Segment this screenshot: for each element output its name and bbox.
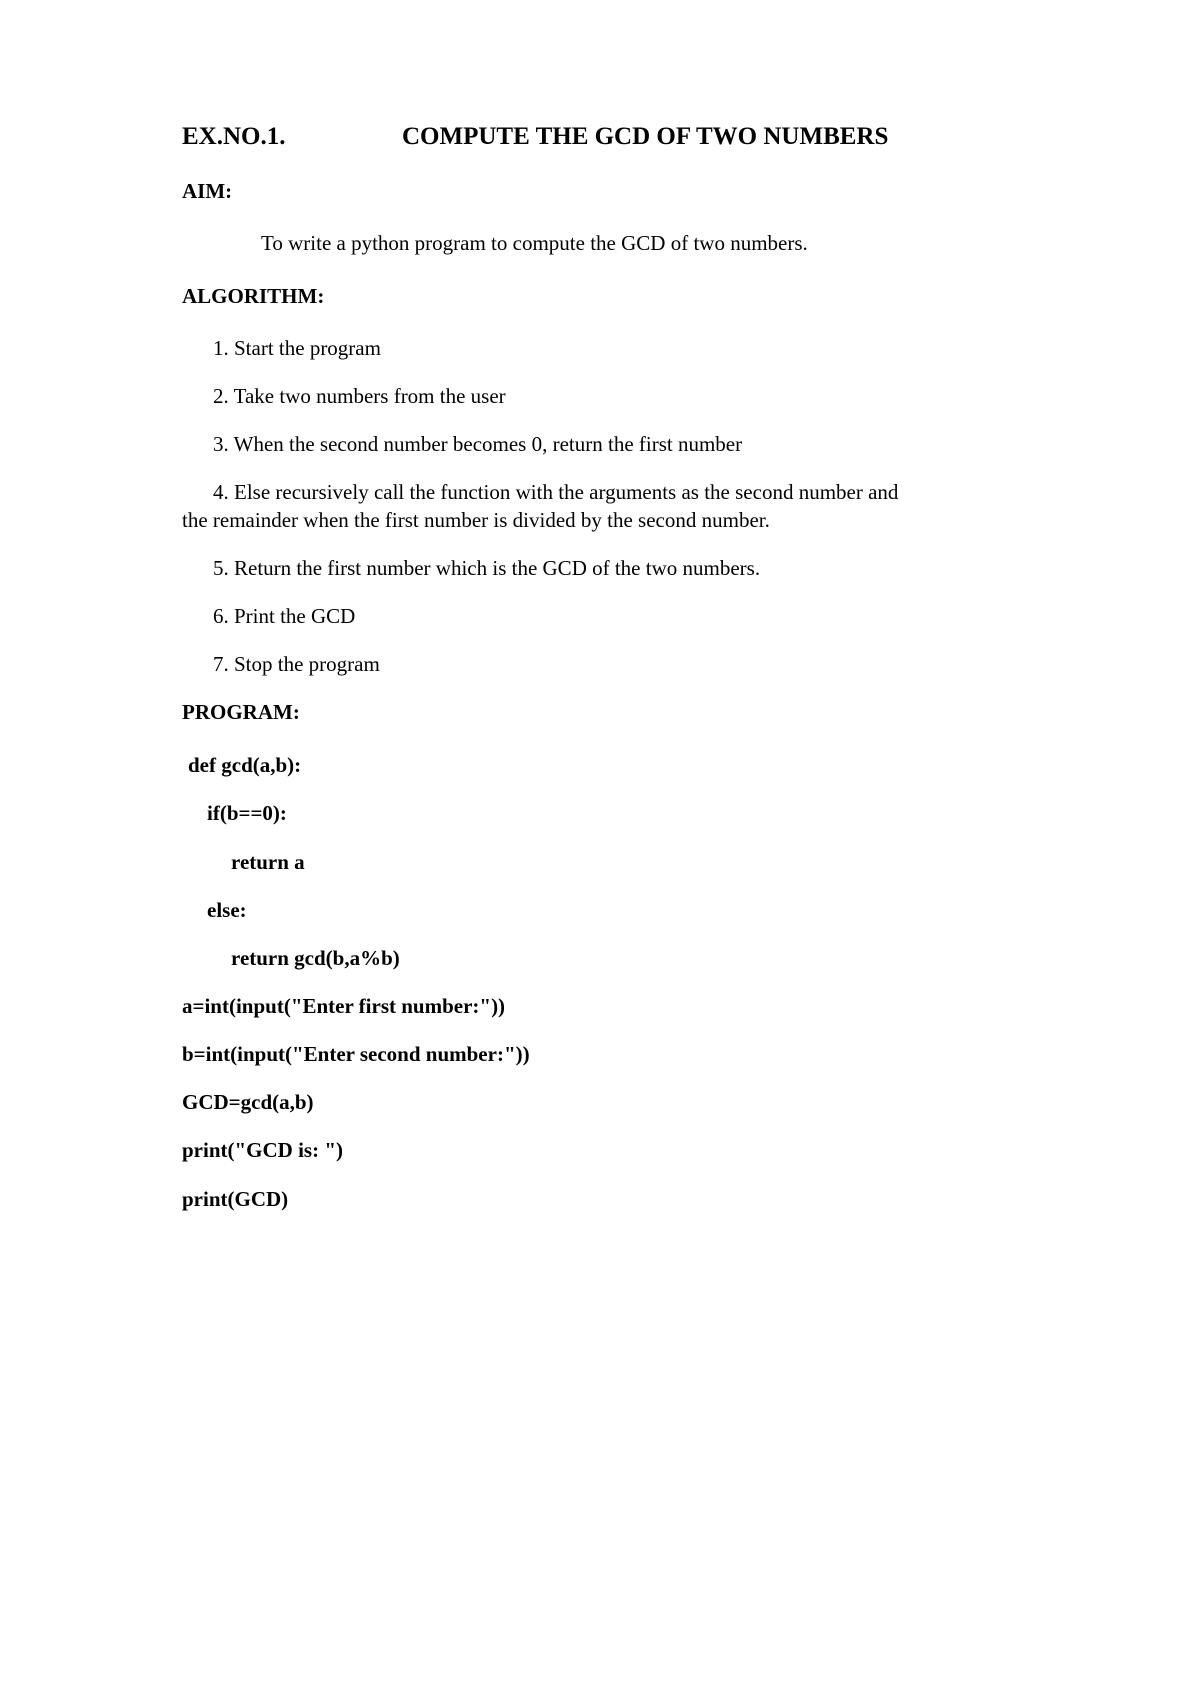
code-line: print(GCD) (182, 1187, 289, 1211)
algorithm-step: 2. Take two numbers from the user (213, 384, 506, 408)
code-line: print("GCD is: ") (182, 1138, 343, 1162)
code-line: if(b==0): (207, 801, 287, 825)
code-line: a=int(input("Enter first number:")) (182, 994, 506, 1018)
algorithm-step: 4. Else recursively call the function with the arguments as the second number and (213, 480, 899, 504)
algorithm-step: 3. When the second number becomes 0, return the first number (213, 432, 743, 456)
algorithm-step: 5. Return the first number which is the GCD of the two numbers. (213, 556, 761, 580)
exercise-number: EX.NO.1. (182, 123, 286, 150)
program-heading: PROGRAM: (182, 700, 300, 724)
code-line: b=int(input("Enter second number:")) (182, 1042, 530, 1066)
code-line: return a (231, 850, 305, 874)
aim-text: To write a python program to compute the GCD of two numbers. (261, 231, 808, 255)
algorithm-heading: ALGORITHM: (182, 284, 325, 308)
aim-heading: AIM: (182, 179, 233, 203)
algorithm-step: 6. Print the GCD (213, 604, 356, 628)
algorithm-step-continuation: the remainder when the first number is divided by the second number. (182, 508, 770, 532)
algorithm-step: 1. Start the program (213, 336, 381, 360)
algorithm-step: 7. Stop the program (213, 652, 380, 676)
page-title: COMPUTE THE GCD OF TWO NUMBERS (402, 123, 889, 150)
code-line: else: (207, 898, 247, 922)
code-line: def gcd(a,b): (188, 753, 302, 777)
code-line: GCD=gcd(a,b) (182, 1090, 314, 1114)
code-line: return gcd(b,a%b) (231, 946, 400, 970)
